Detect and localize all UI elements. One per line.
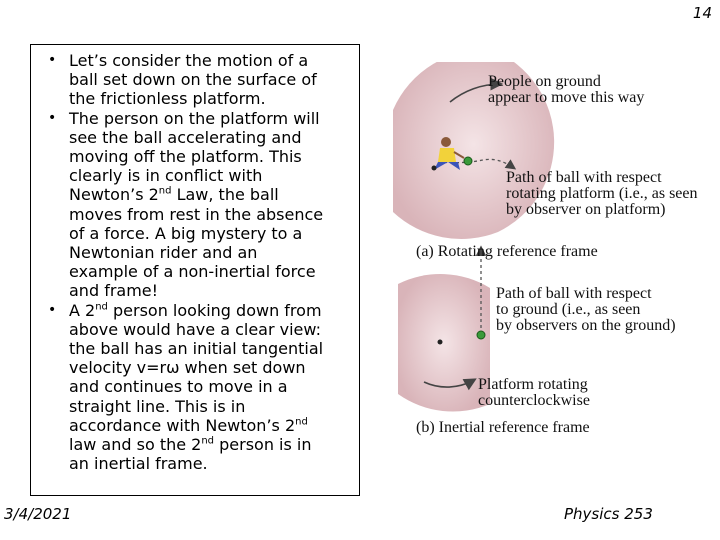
reference-frame-figure <box>388 62 720 447</box>
bullet-item <box>37 51 355 109</box>
text-line: an inertial frame. <box>69 454 208 474</box>
text-line: straight line. This is in <box>69 396 246 416</box>
bullet-list <box>31 45 359 473</box>
text-line: moves from rest in the absence <box>69 204 324 224</box>
caption-line: to ground (i.e., as seen <box>496 301 641 318</box>
text-line: The person on the platform will <box>69 108 320 128</box>
caption-line: by observer on platform) <box>506 201 666 218</box>
superscript: nd <box>201 435 215 447</box>
ball <box>477 331 485 339</box>
caption-line: Path of ball with respect <box>506 169 662 186</box>
text-line: velocity v=rω when set down <box>69 358 306 378</box>
text-line: moving off the platform. This <box>69 147 302 167</box>
text-line: person looking down from <box>107 300 322 320</box>
caption-line: by observers on the ground) <box>496 317 676 334</box>
superscript: nd <box>95 301 108 313</box>
text-line: person is in <box>214 435 312 455</box>
text-line: of a force. A big mystery to a <box>69 223 303 243</box>
superscript: nd <box>295 416 308 428</box>
footer-course: Physics 253 <box>564 505 653 523</box>
center-dot <box>432 166 437 171</box>
caption-line: rotating platform (i.e., as seen <box>506 185 698 202</box>
text-line: the ball has an initial tangential <box>69 339 324 359</box>
caption-line: Platform rotating <box>478 376 588 393</box>
page-number: 14 <box>692 4 712 22</box>
frame-a-caption: (a) Rotating reference frame <box>416 243 598 260</box>
text-line: example of a non-inertial force <box>69 262 316 282</box>
caption-line: appear to move this way <box>488 89 645 106</box>
platform-disk <box>398 274 490 411</box>
frame-b-caption: (b) Inertial reference frame <box>416 419 590 436</box>
bullet-dot: • <box>48 109 57 126</box>
text-line: and frame! <box>69 281 159 301</box>
text-line: A 2 <box>69 300 96 320</box>
rotating-path-label <box>506 170 698 218</box>
text-line: Newtonian rider and an <box>69 243 258 263</box>
bullet-dot: • <box>48 52 57 68</box>
bullet-dot: • <box>48 301 57 318</box>
ball <box>464 157 472 165</box>
text-line: law and so the 2 <box>69 435 202 455</box>
text-line: and continues to move in a <box>69 377 288 397</box>
text-line: ball set down on the surface of <box>69 70 317 90</box>
person-shirt <box>438 148 456 162</box>
text-line: clearly is in conflict with <box>69 166 263 186</box>
footer-date: 3/4/2021 <box>4 505 72 523</box>
caption-line: People on ground <box>488 73 601 90</box>
text-box <box>30 44 360 496</box>
text-line: see the ball accelerating and <box>69 127 302 147</box>
caption-line: Path of ball with respect <box>496 285 652 302</box>
platform-rotating-label <box>478 377 590 409</box>
bullet-item <box>37 109 355 301</box>
people-on-ground-caption <box>488 74 644 106</box>
inertial-path-label <box>496 286 676 334</box>
center-dot <box>438 340 443 345</box>
text-line: Let’s consider the motion of a <box>69 51 309 70</box>
person-head <box>441 137 451 147</box>
text-line: above would have a clear view: <box>69 319 321 339</box>
text-line: accordance with Newton’s 2 <box>69 415 296 435</box>
caption-line: counterclockwise <box>478 392 590 409</box>
text-line: Law, the ball <box>171 185 279 205</box>
text-line: Newton’s 2 <box>69 185 159 205</box>
text-line: the frictionless platform. <box>69 89 266 109</box>
inertial-platform <box>398 248 490 412</box>
bullet-item <box>37 301 355 474</box>
superscript: nd <box>158 186 172 198</box>
